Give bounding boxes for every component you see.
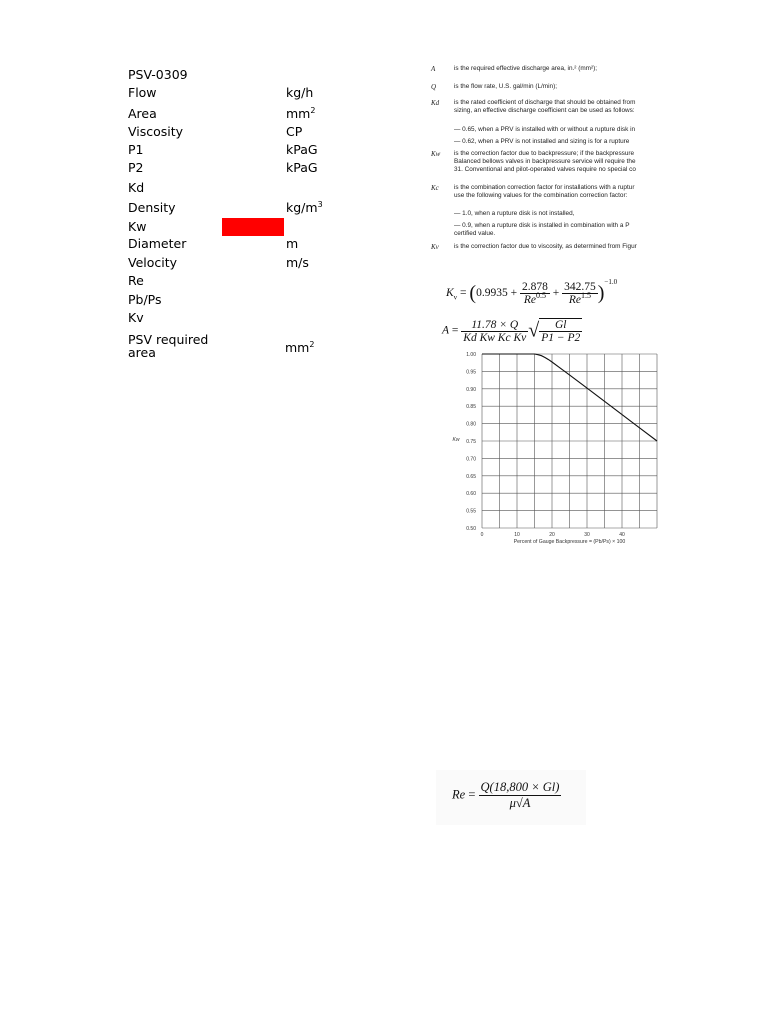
y-tick-label: 0.65 xyxy=(466,473,476,480)
y-tick-label: 0.85 xyxy=(466,404,476,411)
viscosity-label[interactable]: Viscosity xyxy=(128,124,184,139)
p2-label[interactable]: P2 xyxy=(128,160,144,175)
kv-label[interactable]: Kv xyxy=(128,310,144,325)
reference-image xyxy=(428,60,658,560)
y-tick-label: 0.90 xyxy=(466,386,476,393)
diameter-unit[interactable]: m xyxy=(286,236,299,251)
kw-label[interactable]: Kw xyxy=(128,219,147,234)
viscosity-unit[interactable]: CP xyxy=(286,124,303,139)
re-equation: Re = $\frac{Q(18,800 \times Gl)}{\mu√A}$ xyxy=(452,780,560,810)
definitions-list: A is the required effective discharge area, in.² (mm²); Q is the flow rate, U.S. gal/min (L/min); Kd is the rated coefficient of discharge that should be obtained from sizing, an effective discharge coefficient can be used as follows: — 0.65, when a PRV is installed with or without a rupture disk in — 0.62, when a PRV is not installed and sizing is for a rupture Kw is the correction factor due to backpressure; if the backpressure Balanced bellows valves in backpressure service will require the 31. Conventional and pilot-operated valves require no special co Kc is the combination correction factor for installations with a ruptur use the following values for the combination correction factor: — 1.0, when a rupture disk is not installed, — 0.9, when a rupture disk is installed in combination with a P certified value. Kv is the correction factor due to viscosity, as determined from Figur xyxy=(431,65,637,251)
re-equation-image xyxy=(436,770,586,825)
kw-chart xyxy=(428,352,658,552)
area-unit[interactable]: $mm^2$ xyxy=(286,106,316,121)
y-tick-label: 1.00 xyxy=(466,352,476,358)
flow-unit[interactable]: kg/h xyxy=(286,85,314,100)
kd-label[interactable]: Kd xyxy=(128,180,145,195)
tag-label[interactable]: PSV-0309 xyxy=(128,67,188,82)
y-tick-label: 0.70 xyxy=(466,456,476,463)
x-tick-label: 20 xyxy=(549,532,555,538)
kv-equation: $K_v = (0.9935$ + $\frac{2.878}{Re^{0.5}}$ + $\frac{342.75}{Re^{1.5}}$ )$^{-1.0}$ xyxy=(446,278,618,306)
y-tick-label: 0.60 xyxy=(466,491,476,498)
velocity-unit[interactable]: m/s xyxy=(286,255,309,270)
p2-unit[interactable]: kPaG xyxy=(286,160,318,175)
p1-unit[interactable]: kPaG xyxy=(286,142,318,157)
y-tick-label: 0.55 xyxy=(466,508,476,515)
density-unit[interactable]: $kg/m^3$ xyxy=(286,200,323,215)
p1-label[interactable]: P1 xyxy=(128,142,144,157)
flow-label[interactable]: Flow xyxy=(128,85,157,100)
x-tick-label: 30 xyxy=(584,532,590,538)
area-equation: A = $\frac{11.78 \times Q}{\text{Kd Kw Kc Kv}}$ √ $\frac{Gl}{P1 - P2}$ xyxy=(442,318,581,344)
density-label[interactable]: Density xyxy=(128,200,176,215)
re-label[interactable]: Re xyxy=(128,273,144,288)
y-axis-label: Kw xyxy=(452,437,460,443)
pbps-label[interactable]: Pb/Ps xyxy=(128,292,162,307)
x-tick-label: 40 xyxy=(619,532,625,538)
kw-highlight[interactable] xyxy=(222,218,284,236)
y-tick-label: 0.75 xyxy=(466,439,476,445)
y-tick-label: 0.80 xyxy=(466,421,476,428)
required-area-label[interactable]: PSV required area xyxy=(128,332,209,360)
x-axis-label: Percent of Gauge Backpressure = (Pb/Ps) × 100 xyxy=(513,539,626,545)
required-area-unit[interactable]: $mm^2$ xyxy=(285,340,315,355)
velocity-label[interactable]: Velocity xyxy=(128,255,178,270)
y-tick-label: 0.50 xyxy=(466,526,476,532)
x-tick-label: 10 xyxy=(514,532,520,538)
y-tick-label: 0.95 xyxy=(466,369,476,376)
area-label[interactable]: Area xyxy=(128,106,157,121)
spreadsheet xyxy=(0,0,420,400)
diameter-label[interactable]: Diameter xyxy=(128,236,187,251)
x-tick-label: 0 xyxy=(480,532,484,538)
